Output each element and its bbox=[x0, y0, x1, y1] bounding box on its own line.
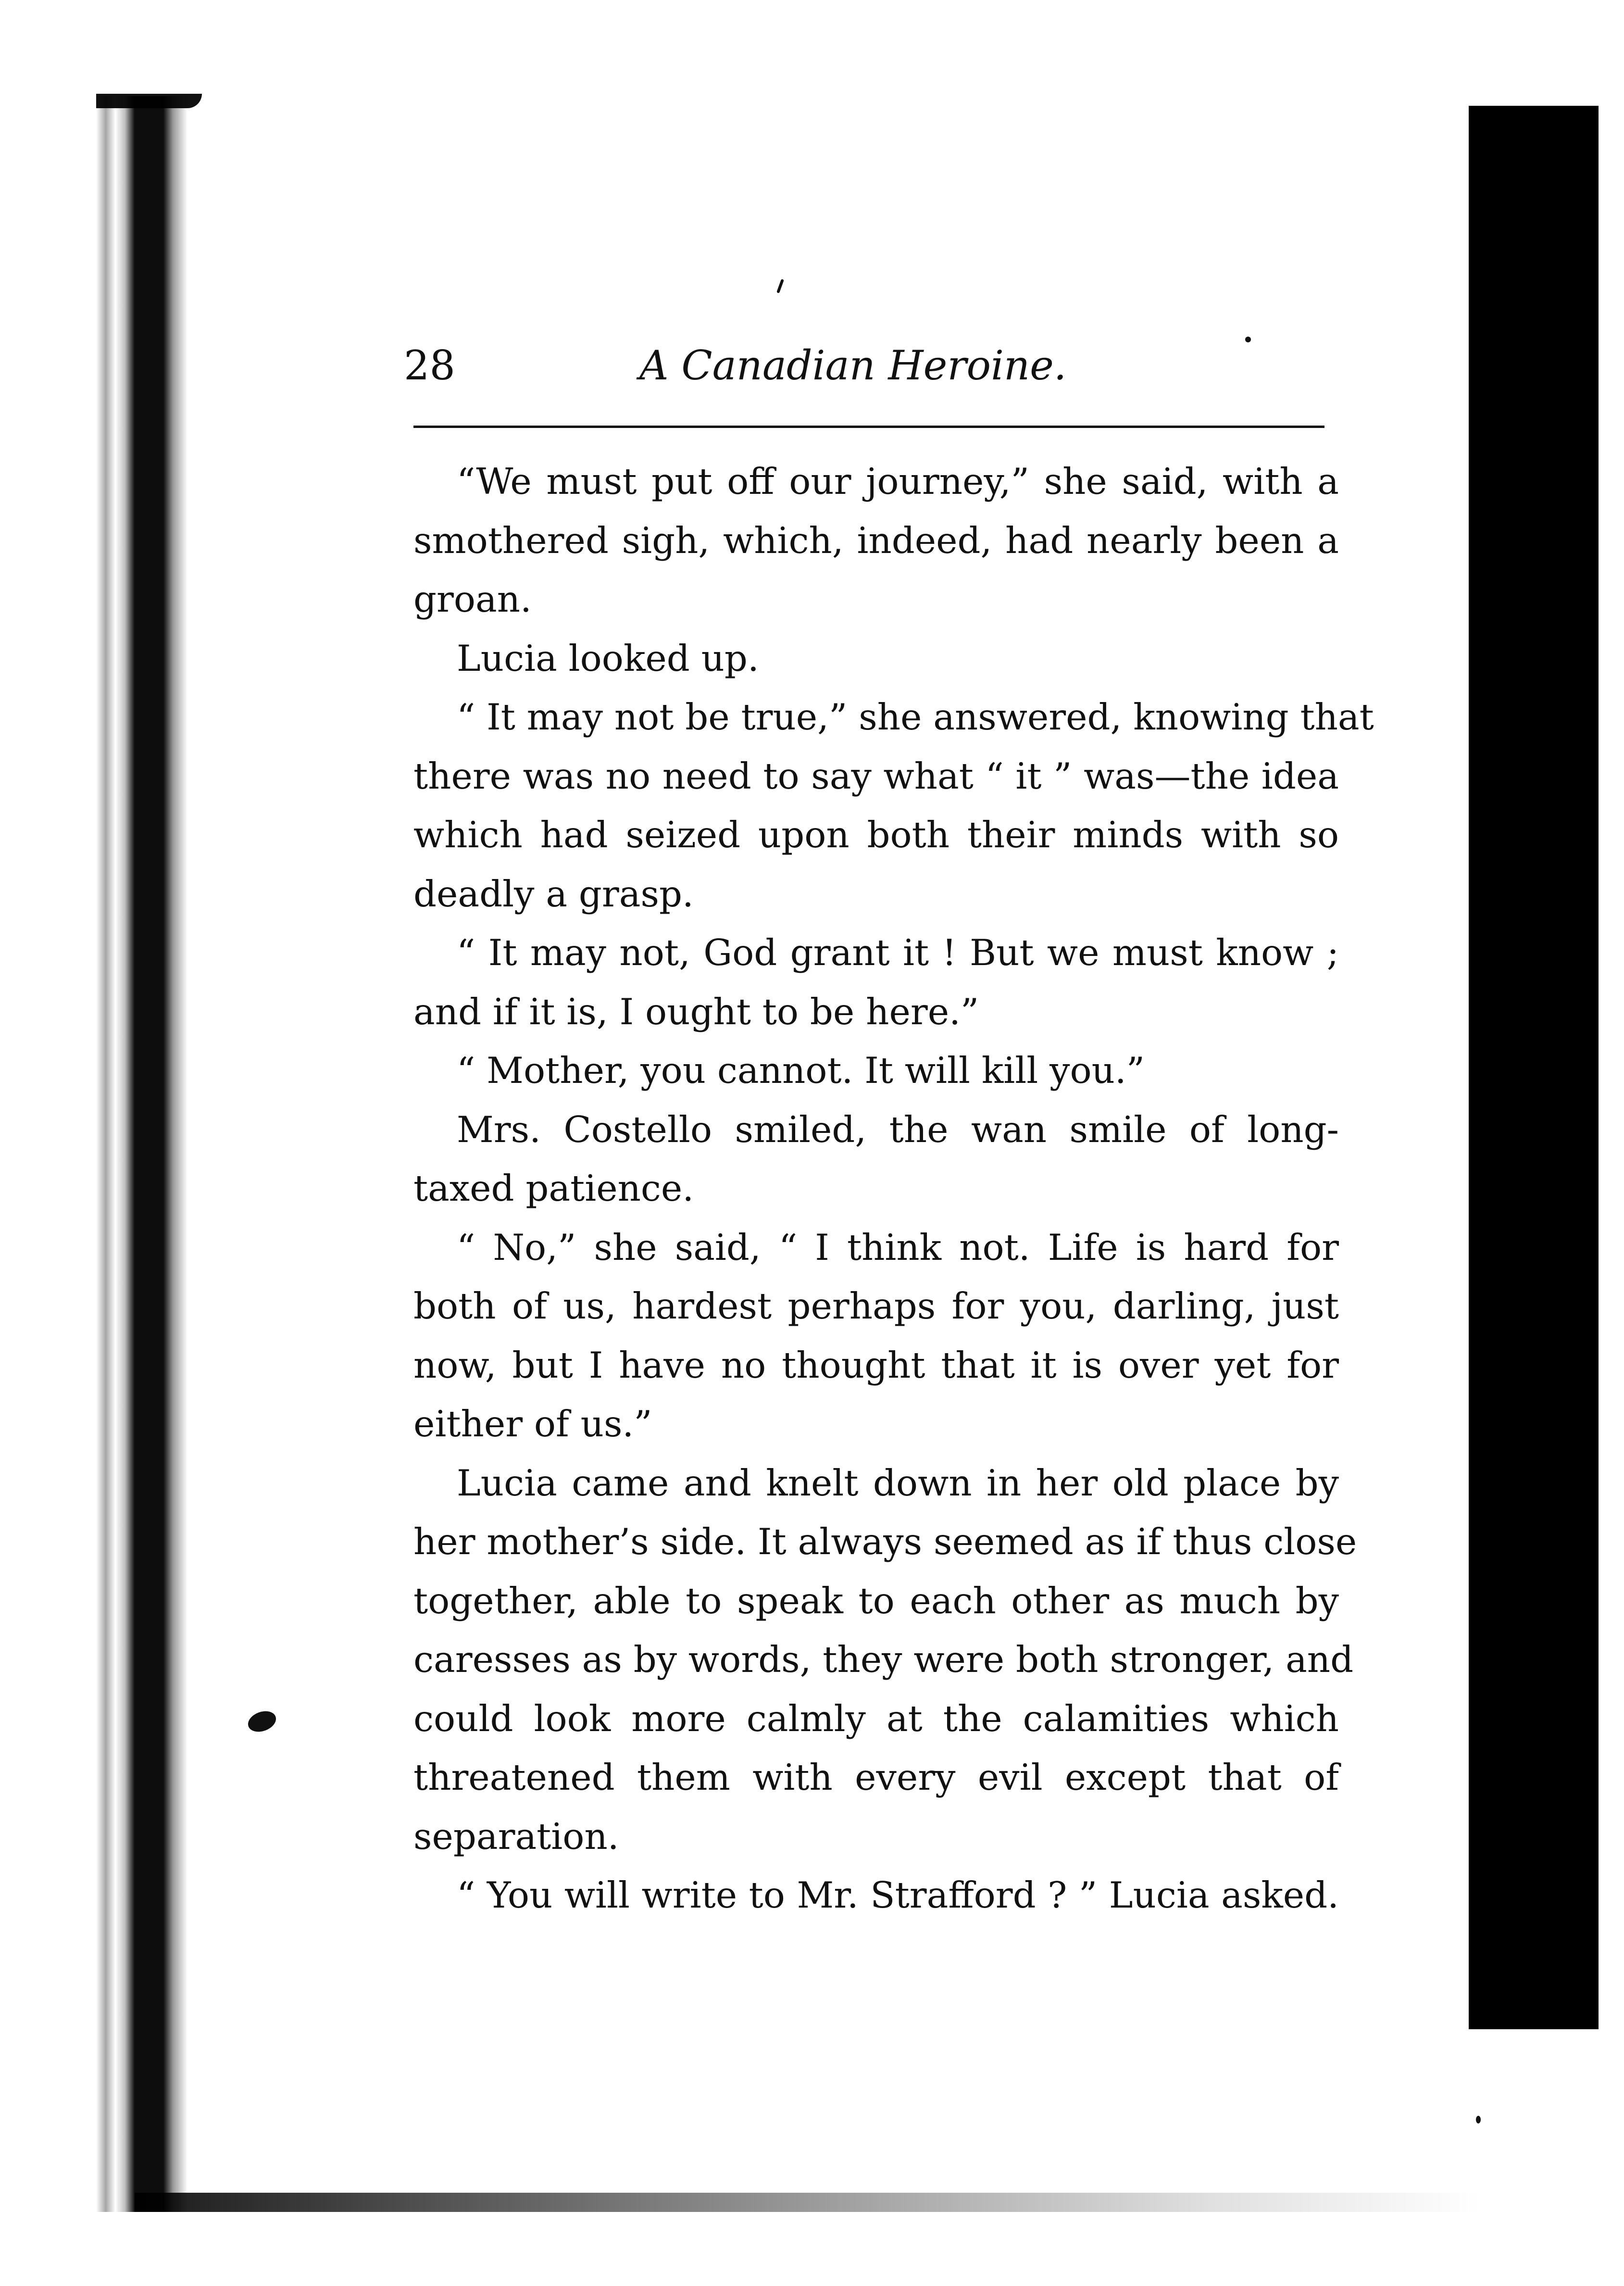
text-line: and if it is, I ought to be here.” bbox=[413, 990, 979, 1033]
header-rule bbox=[413, 426, 1324, 428]
text-line: her mother’s side. It always seemed as if thus close bbox=[413, 1520, 1357, 1563]
page-header bbox=[404, 337, 1327, 399]
text-line: separation. bbox=[413, 1815, 619, 1858]
text-line: “ Mother, you cannot. It will kill you.” bbox=[457, 1049, 1145, 1092]
text-line: threatened them with every evil except that of bbox=[413, 1756, 1339, 1798]
text-line: could look more calmly at the calamities which bbox=[413, 1697, 1339, 1740]
text-line: “ It may not, God grant it ! But we must know ; bbox=[457, 931, 1339, 974]
scan-right-border bbox=[1469, 106, 1599, 2029]
scan-speck bbox=[1476, 2116, 1481, 2123]
scan-speck bbox=[776, 279, 784, 293]
text-line: together, able to speak to each other as much by bbox=[413, 1579, 1339, 1622]
text-line: “ No,” she said, “ I think not. Life is hard for bbox=[457, 1226, 1339, 1269]
scan-speck bbox=[245, 1708, 279, 1735]
text-line: taxed patience. bbox=[413, 1167, 694, 1209]
text-line: Lucia looked up. bbox=[457, 637, 759, 679]
text-line: Mrs. Costello smiled, the wan smile of long- bbox=[457, 1108, 1339, 1151]
text-line: “ It may not be true,” she answered, knowing that bbox=[457, 696, 1374, 738]
text-line: Lucia came and knelt down in her old place by bbox=[457, 1461, 1339, 1504]
text-line: now, but I have no thought that it is over yet for bbox=[413, 1344, 1339, 1386]
page-number: 28 bbox=[404, 342, 455, 389]
text-line: either of us.” bbox=[413, 1403, 652, 1445]
text-line: deadly a grasp. bbox=[413, 872, 694, 915]
text-line: there was no need to say what “ it ” was—the idea bbox=[413, 754, 1339, 797]
text-line: “ You will write to Mr. Strafford ? ” Lucia asked. bbox=[457, 1874, 1339, 1916]
page-body-text bbox=[413, 452, 1374, 1925]
text-line: groan. bbox=[413, 578, 532, 620]
text-line: smothered sigh, which, indeed, had nearly been a bbox=[413, 519, 1339, 562]
text-line: caresses as by words, they were both stronger, and bbox=[413, 1638, 1354, 1681]
text-line: which had seized upon both their minds with so bbox=[413, 814, 1339, 856]
text-line: both of us, hardest perhaps for you, darling, just bbox=[413, 1285, 1339, 1327]
book-bottom-edge bbox=[135, 2193, 1481, 2212]
text-line: “We must put off our journey,” she said, with a bbox=[457, 460, 1339, 502]
running-title: A Canadian Heroine. bbox=[639, 342, 1067, 389]
book-spine-edge bbox=[96, 96, 187, 2212]
